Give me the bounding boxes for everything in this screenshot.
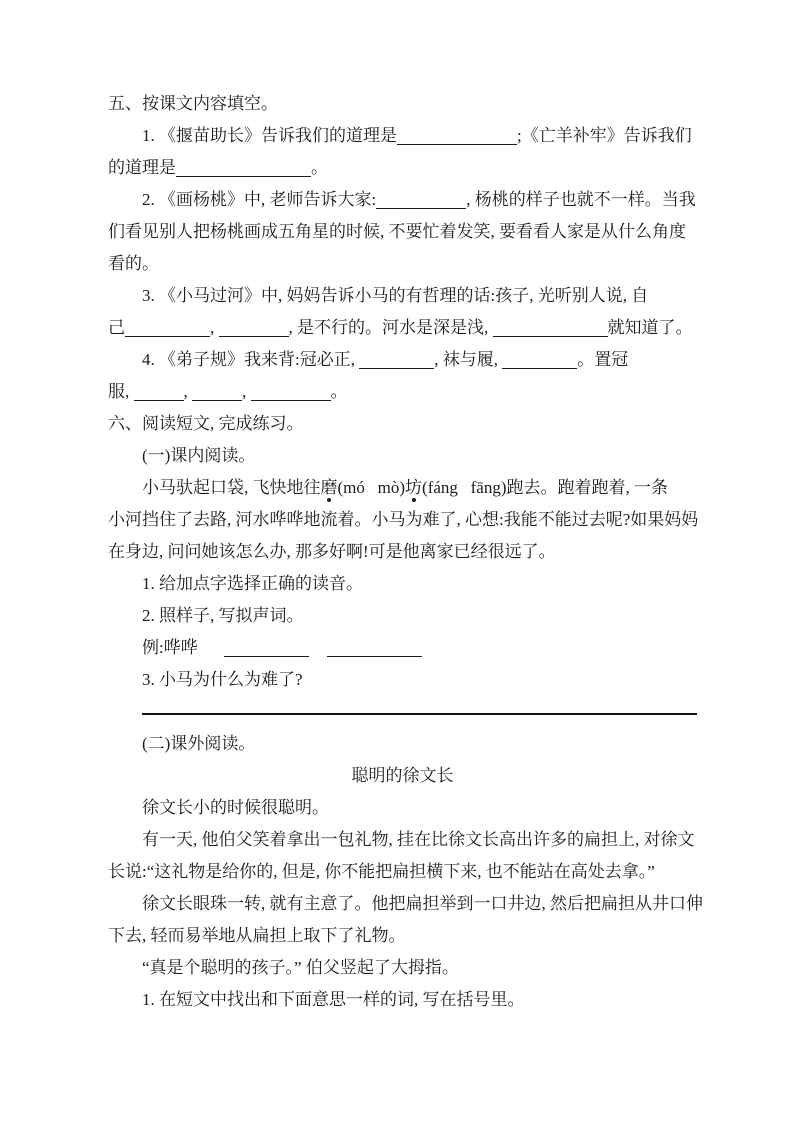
s6-passage2-p3-line2: 下去, 轻而易举地从扁担上取下了礼物。 bbox=[108, 926, 406, 945]
section-five-heading: 五、按课文内容填空。 bbox=[108, 94, 278, 113]
s6-passage1-line3: 在身边, 问问她该怎么办, 那多好啊!可是他离家已经很远了。 bbox=[108, 542, 556, 561]
s5-q4-line1-c: 。置冠 bbox=[577, 350, 629, 369]
s6-passage1-line2: 小河挡住了去路, 河水哗哗地流着。小马为难了, 心想:我能不能过去呢?如果妈妈 bbox=[108, 510, 699, 529]
s5-q1-line2-post: 。 bbox=[311, 158, 328, 177]
dotted-char-mo: 磨 bbox=[320, 478, 338, 497]
answer-line-row bbox=[108, 696, 697, 728]
s6-part1-example bbox=[108, 632, 697, 664]
s5-q2-line1-post: , 杨桃的样子也就不一样。当我 bbox=[466, 190, 696, 209]
answer-blank bbox=[359, 352, 434, 369]
answer-blank bbox=[502, 352, 577, 369]
s5-q3-line2-a: 己 bbox=[108, 318, 125, 337]
example-label: 例:哗哗 bbox=[142, 638, 198, 657]
s6-part1-label: (一)课内阅读。 bbox=[142, 446, 256, 465]
answer-blank bbox=[397, 128, 517, 145]
s5-q4-line1-b: , 袜与履, bbox=[434, 350, 503, 369]
answer-blank bbox=[192, 384, 242, 401]
s6-passage2-p2-line2: 长说:“这礼物是给你的, 但是, 你不能把扁担横下来, 也不能站在高处去拿。” bbox=[108, 862, 655, 881]
s5-q2-line1-pre: 2. 《画杨桃》中, 老师告诉大家: bbox=[142, 190, 377, 209]
answer-blank bbox=[376, 192, 466, 209]
s5-q4-line2-c: , bbox=[242, 382, 251, 401]
s5-q4-line2-a: 服, bbox=[108, 382, 134, 401]
passage1-line1-b: (mó mò) bbox=[337, 478, 406, 497]
s5-q1-line1-post: ;《亡羊补牢》告诉我们 bbox=[517, 126, 692, 145]
answer-blank bbox=[219, 320, 289, 337]
s5-q3-line2-d: 就知道了。 bbox=[607, 318, 693, 337]
s5-q4-line2-d: 。 bbox=[330, 382, 348, 401]
passage1-line1-a: 小马驮起口袋, 飞快地往 bbox=[142, 478, 321, 497]
s6-passage1-line1 bbox=[108, 472, 697, 504]
s6-passage2-p3-line1: 徐文长眼珠一转, 就有主意了。他把扁担举到一口井边, 然后把扁担从井口伸 bbox=[142, 894, 703, 913]
s5-q4-line2-b: , bbox=[183, 382, 192, 401]
s6-part1-q2: 2. 照样子, 写拟声词。 bbox=[142, 606, 304, 625]
s5-q2-line3: 看的。 bbox=[108, 254, 159, 273]
s5-q3-line2-b: , bbox=[210, 318, 219, 337]
answer-blank bbox=[493, 320, 608, 337]
answer-blank bbox=[327, 640, 422, 657]
dotted-char-fang: 坊 bbox=[405, 478, 423, 497]
s5-q4-line1-a: 4. 《弟子规》我来背:冠必正, bbox=[142, 350, 360, 369]
s5-q1-line2-pre: 的道理是 bbox=[108, 158, 176, 177]
s6-part1-q1: 1. 给加点字选择正确的读音。 bbox=[142, 574, 363, 593]
section-six-heading: 六、阅读短文, 完成练习。 bbox=[108, 414, 304, 433]
s5-q3-line2-c: , 是不行的。河水是深是浅, bbox=[288, 318, 493, 337]
answer-blank bbox=[251, 384, 331, 401]
s6-passage2-p1: 徐文长小的时候很聪明。 bbox=[142, 798, 329, 817]
s5-q1-line1-pre: 1. 《揠苗助长》告诉我们的道理是 bbox=[142, 126, 397, 145]
s6-part1-q3: 3. 小马为什么为难了? bbox=[142, 670, 303, 689]
answer-blank bbox=[125, 320, 210, 337]
passage2-title: 聪明的徐文长 bbox=[351, 766, 454, 785]
answer-line bbox=[142, 696, 697, 715]
s5-q3-line2 bbox=[108, 312, 697, 344]
s5-q3-line1: 3. 《小马过河》中, 妈妈告诉小马的有哲理的话:孩子, 光听别人说, 自 bbox=[142, 286, 649, 305]
passage1-line1-c: (fáng fāng)跑去。跑着跑着, 一条 bbox=[422, 478, 669, 497]
s5-q1-line1 bbox=[108, 120, 697, 152]
s6-part2-label: (二)课外阅读。 bbox=[142, 734, 256, 753]
s6-passage2-p4: “真是个聪明的孩子。” 伯父竖起了大拇指。 bbox=[142, 958, 459, 977]
s5-q2-line2: 们看见别人把杨桃画成五角星的时候, 不要忙着发笑, 要看看人家是从什么角度 bbox=[108, 222, 686, 241]
s5-q2-line1 bbox=[108, 184, 697, 216]
s5-q4-line2 bbox=[108, 376, 697, 408]
answer-blank bbox=[176, 160, 311, 177]
s6-part2-q1: 1. 在短文中找出和下面意思一样的词, 写在括号里。 bbox=[142, 990, 525, 1009]
answer-blank bbox=[224, 640, 309, 657]
answer-blank bbox=[134, 384, 184, 401]
s5-q4-line1 bbox=[108, 344, 697, 376]
s5-q1-line2 bbox=[108, 152, 697, 184]
s6-passage2-p2-line1: 有一天, 他伯父笑着拿出一包礼物, 挂在比徐文长高出许多的扁担上, 对徐文 bbox=[142, 830, 695, 849]
